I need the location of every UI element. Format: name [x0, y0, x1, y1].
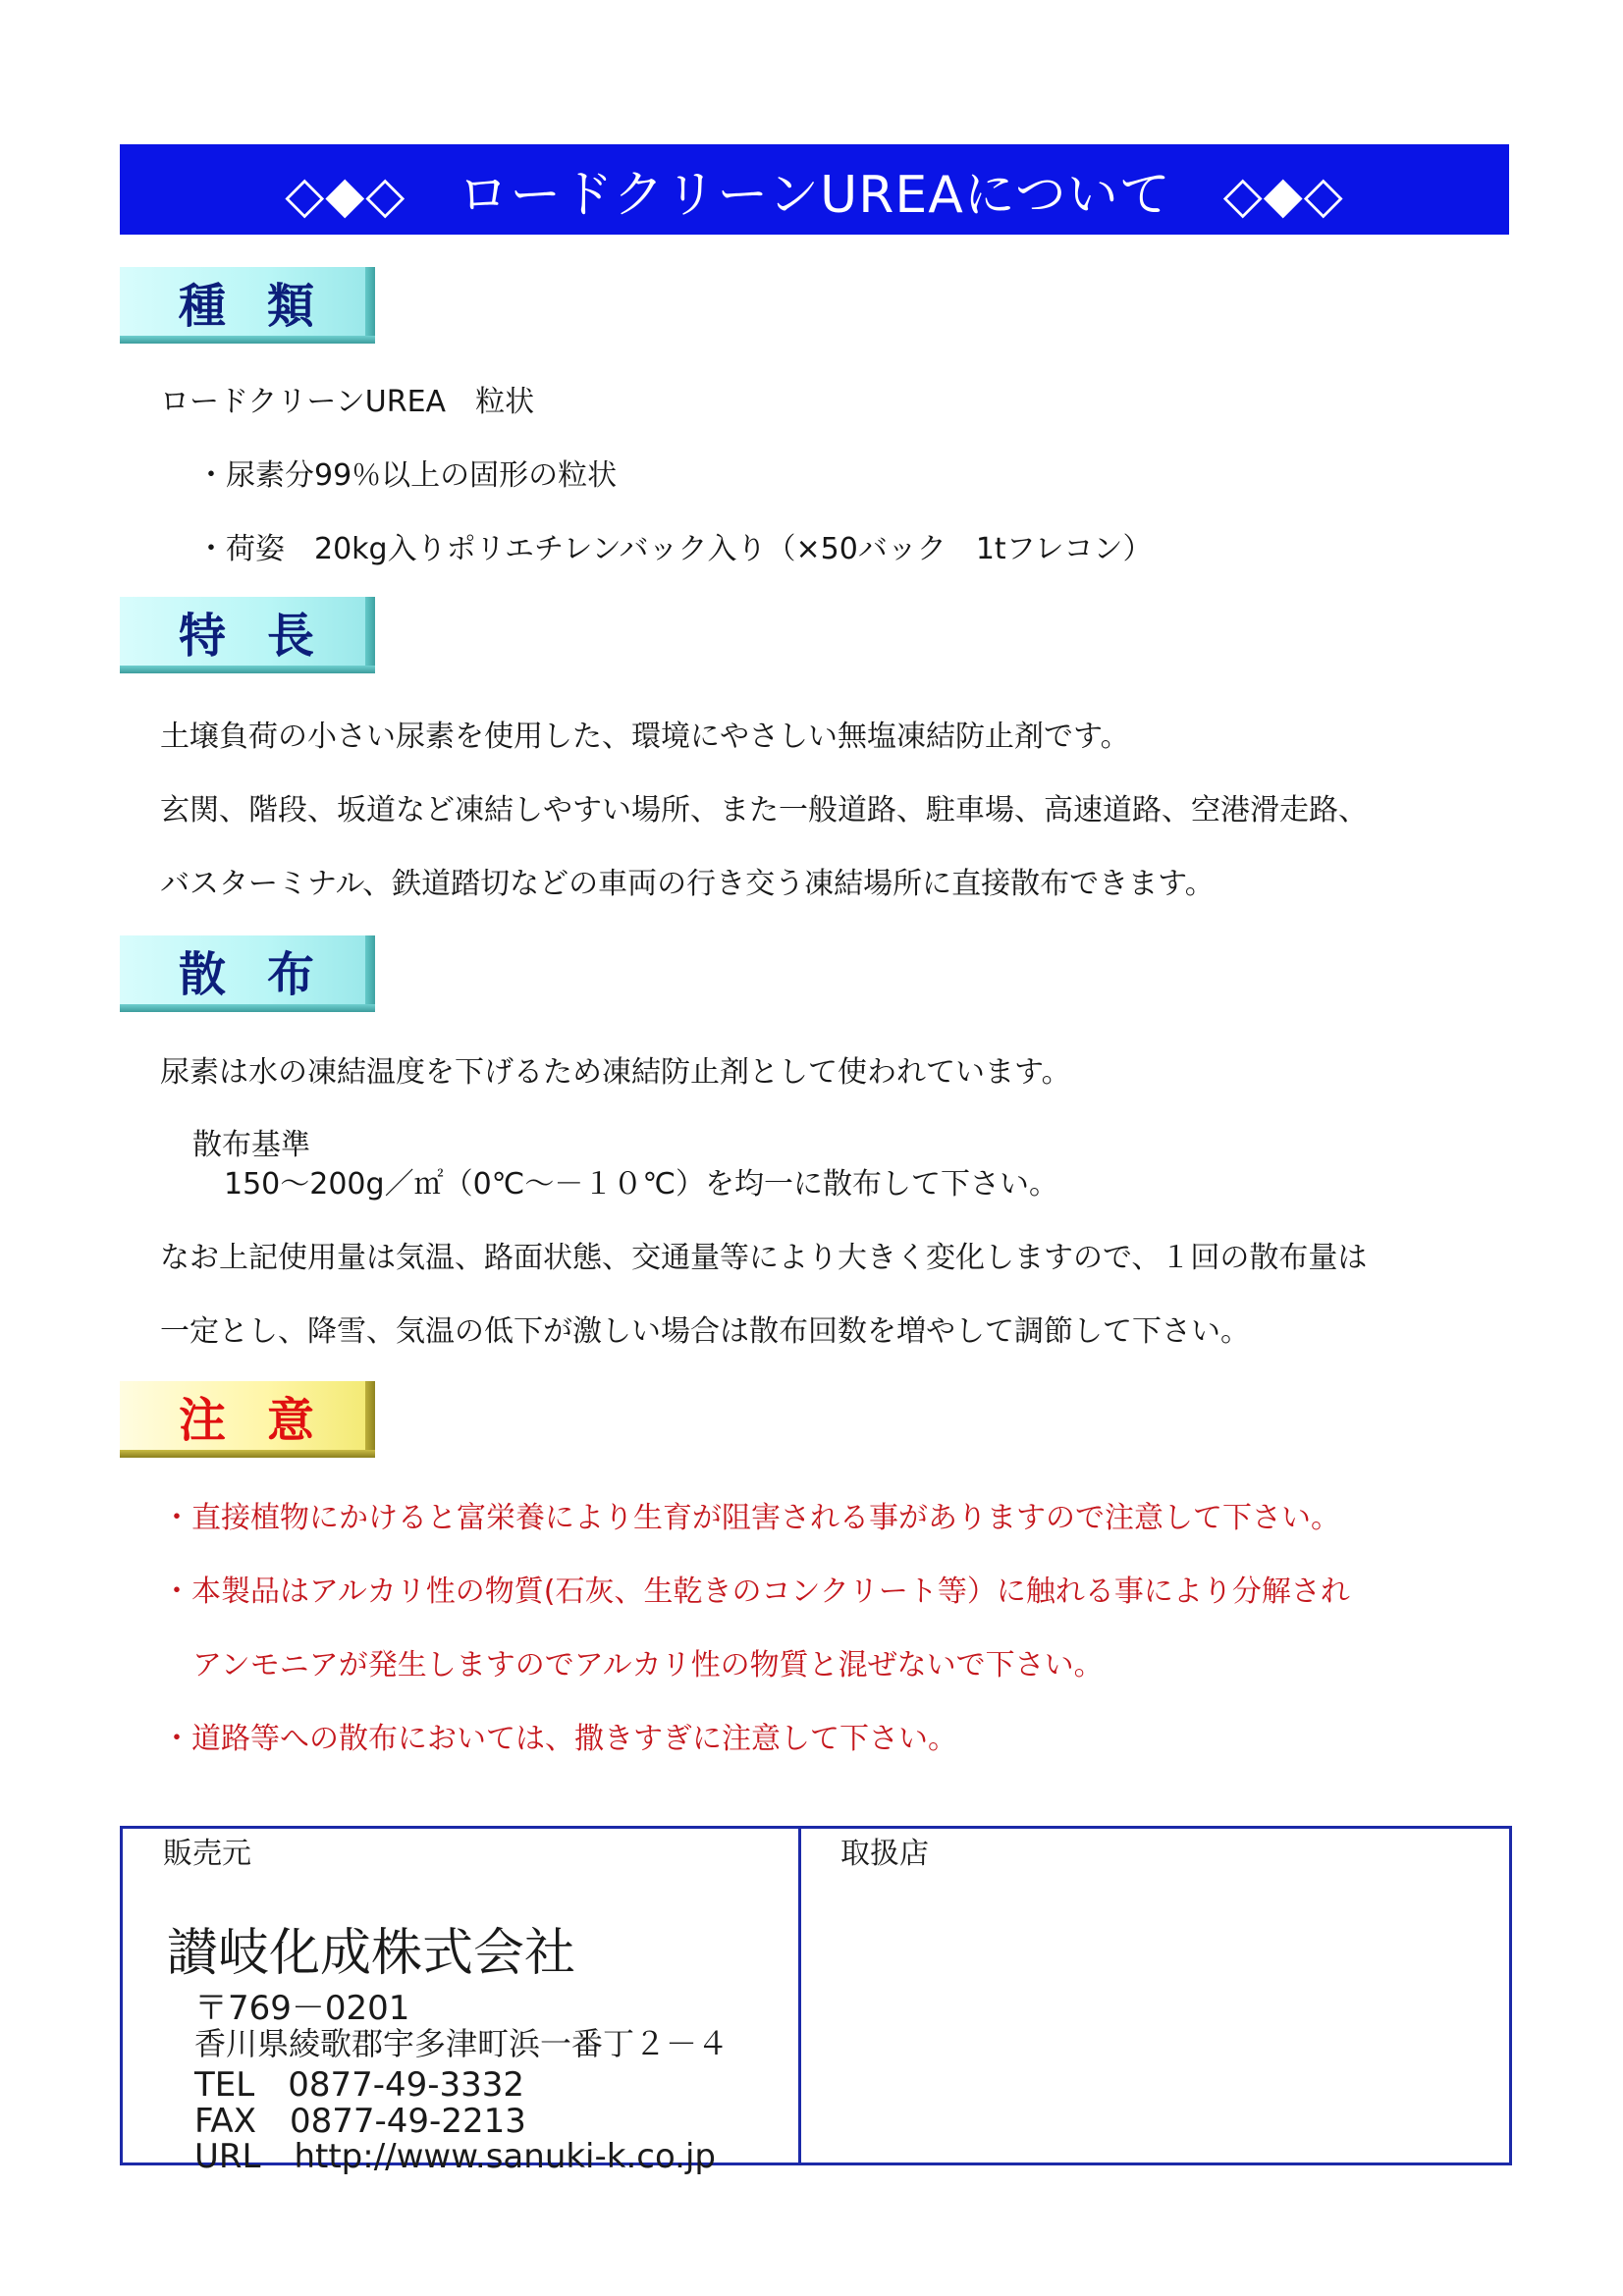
types-bullet-purity: ・尿素分99％以上の固形の粒状: [196, 458, 618, 493]
types-line: ロードクリーンUREA 粒状: [160, 385, 535, 419]
title-banner: [120, 144, 1509, 235]
contact-box: [120, 1826, 1512, 2176]
caution-bullet-overspread: ・道路等への散布においては、撒きすぎに注意して下さい。: [162, 1722, 957, 1756]
spreading-line-3: 一定とし、降雪、気温の低下が激しい場合は散布回数を増やして調節して下さい。: [160, 1314, 1250, 1349]
company-url[interactable]: URL http://www.sanuki-k.co.jp: [194, 2137, 717, 2176]
types-bullet-packaging: ・荷姿 20kg入りポリエチレンバック入り（×50バック 1tフレコン）: [196, 532, 1153, 566]
box-divider: [798, 1829, 801, 2163]
section-heading-features: [120, 597, 377, 673]
features-line-1: 土壌負荷の小さい尿素を使用した、環境にやさしい無塩凍結防止剤です。: [160, 720, 1130, 754]
section-heading-types: [120, 267, 377, 344]
heading-label: 散布: [179, 946, 356, 1002]
section-heading-caution: [120, 1381, 377, 1458]
section-heading-spreading: [120, 935, 377, 1012]
banner-title: ◇◆◇ ロードクリーンUREAについて ◇◆◇: [285, 165, 1344, 225]
features-line-2: 玄関、階段、坂道など凍結しやすい場所、また一般道路、駐車場、高速道路、空港滑走路、: [160, 793, 1368, 828]
spreading-line-1: 尿素は水の凍結温度を下げるため凍結防止剤として使われています。: [160, 1055, 1071, 1090]
features-line-3: バスターミナル、鉄道踏切などの車両の行き交う凍結場所に直接散布できます。: [160, 867, 1215, 901]
spreading-line-2: なお上記使用量は気温、路面状態、交通量等により大きく変化しますので、１回の散布量は: [160, 1241, 1368, 1275]
spreading-standard-label: 散布基準: [192, 1128, 310, 1162]
seller-label: 販売元: [163, 1837, 251, 1871]
caution-bullet-alkali: ・本製品はアルカリ性の物質(石灰、生乾きのコンクリート等）に触れる事により分解され: [162, 1575, 1350, 1609]
company-address: 香川県綾歌郡宇多津町浜一番丁２－４: [194, 2025, 730, 2062]
caution-bullet-plants: ・直接植物にかけると富栄養により生育が阻害される事がありますので注意して下さい。: [162, 1501, 1340, 1535]
company-fax: FAX 0877-49-2213: [194, 2102, 526, 2141]
caution-bullet-alkali-cont: アンモニアが発生しますのでアルカリ性の物質と混ぜないで下さい。: [192, 1648, 1104, 1682]
heading-label: 特長: [179, 608, 356, 664]
company-tel: TEL 0877-49-3332: [194, 2065, 525, 2105]
heading-label: 注意: [179, 1392, 356, 1448]
postal-code: 〒769－0201: [194, 1989, 410, 2028]
company-name: 讃岐化成株式会社: [167, 1924, 576, 1983]
spreading-standard-value: 150～200g／㎡（0℃～－１０℃）を均一に散布して下さい。: [224, 1167, 1059, 1201]
heading-label: 種類: [179, 278, 356, 334]
dealer-label: 取扱店: [840, 1837, 929, 1871]
